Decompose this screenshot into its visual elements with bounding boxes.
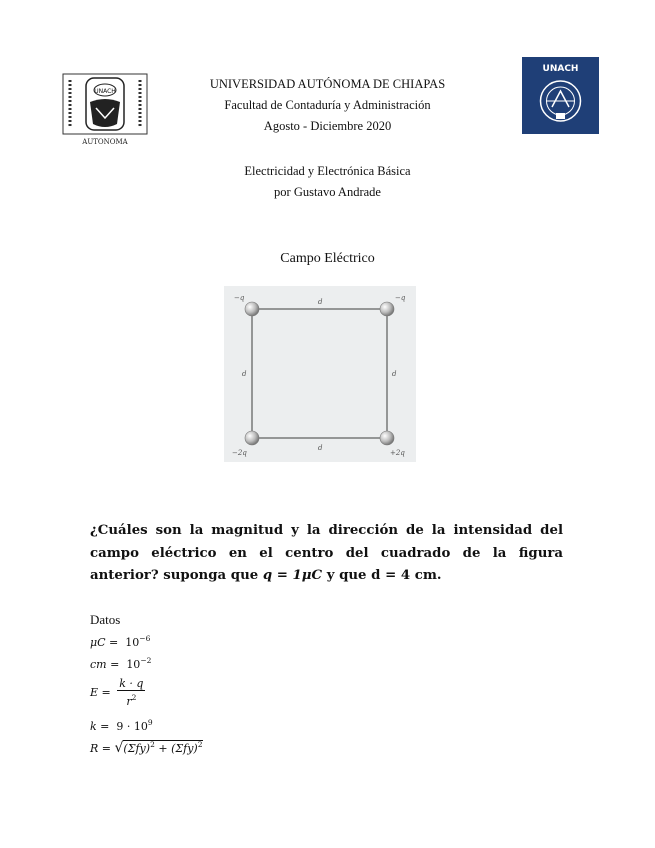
svg-text:UNACH: UNACH [542, 64, 579, 74]
faculty-name: Facultad de Contaduría y Administración [224, 98, 431, 112]
university-name: UNIVERSIDAD AUTÓNOMA DE CHIAPAS [209, 77, 446, 91]
sqrt-symbol-icon: √ [114, 740, 124, 756]
charge-bottom-right [380, 431, 394, 445]
course-author: por Gustavo Andrade [274, 185, 381, 199]
label-side-top: d [318, 298, 323, 306]
document-header [175, 74, 480, 137]
charge-top-left [245, 302, 259, 316]
question-text: ¿Cuáles son la magnitud y la dirección de la intensidad del campo eléctrico en el centro del cuadrado de la figura anterior? suponga que [90, 523, 563, 583]
label-charge-top-left: −q [234, 294, 245, 302]
charges-square-figure [224, 286, 416, 462]
formula-resultant: $R = √(\Sigma fy)^2 + (\Sigma fy)^2$ [90, 740, 203, 756]
label-side-bottom: d [318, 444, 323, 452]
svg-text:AUTONOMA: AUTONOMA [82, 138, 128, 146]
label-charge-bottom-left: −2q [232, 449, 247, 457]
course-info [175, 161, 480, 203]
label-charge-bottom-right: +2q [390, 449, 405, 457]
charge-bottom-left [245, 431, 259, 445]
label-side-left: d [242, 370, 247, 378]
unach-crest-logo [62, 72, 148, 148]
logo-left-text: UNACH [94, 88, 116, 95]
problem-question [90, 520, 563, 588]
course-name: Electricidad y Electrónica Básica [244, 164, 411, 178]
formula-coulomb-constant: $k = 9 \cdot 10^9$ [90, 718, 153, 733]
datos-title: Datos [90, 612, 121, 627]
formula-microcoulomb: $\mu C = 10^{-6}$ [90, 634, 151, 649]
academic-period: Agosto - Diciembre 2020 [263, 119, 392, 133]
section-title: Campo Eléctrico [280, 251, 375, 266]
given-charge: q = 1μC [262, 568, 323, 583]
unach-emblem-logo [522, 57, 599, 134]
label-side-right: d [392, 370, 397, 378]
formula-centimeter: cm = $10^{-2}$ [90, 656, 152, 671]
given-distance: y que d = 4 cm. [322, 568, 442, 583]
label-charge-top-right: −q [395, 294, 406, 302]
formula-electric-field: E = $\frac{k \cdot q}{r^2}$ [90, 677, 144, 708]
charge-top-right [380, 302, 394, 316]
